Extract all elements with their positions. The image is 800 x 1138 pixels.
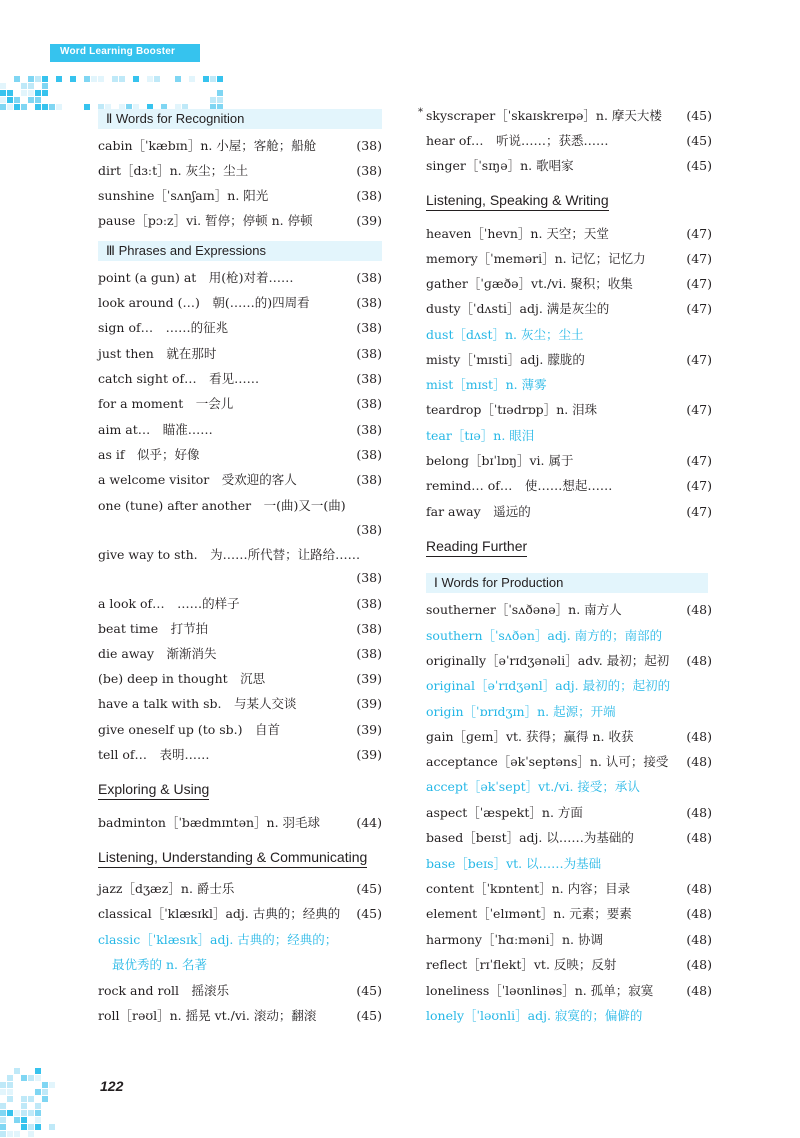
entry-text: skyscraper［ˈskaɪskreɪpə］n. 摩天大楼 [426, 108, 662, 123]
page-reference: (47) [686, 276, 712, 291]
page-reference: (47) [686, 251, 712, 266]
page-reference: (48) [686, 830, 712, 845]
vocabulary-entry [426, 729, 712, 745]
page-reference: (38) [356, 621, 382, 636]
derived-word-entry [426, 779, 712, 795]
subsection-title: Ⅲ Phrases and Expressions [98, 241, 382, 261]
entry-text: look around (…) 朝(……的)四周看 [98, 295, 310, 310]
page-reference: (48) [686, 805, 712, 820]
page-reference: (39) [356, 696, 382, 711]
entry-text: classical［ˈklæsɪkl］adj. 古典的；经典的 [98, 906, 341, 921]
vocabulary-entry [98, 906, 382, 922]
vocabulary-entry [98, 188, 382, 204]
entry-text: singer［ˈsɪŋə］n. 歌唱家 [426, 158, 574, 173]
entry-text: for a moment 一会儿 [98, 396, 234, 411]
entry-text: dust［dʌst］n. 灰尘；尘土 [426, 327, 584, 342]
vocabulary-entry [426, 754, 712, 770]
entry-text: die away 渐渐消失 [98, 646, 217, 661]
page-reference: (39) [356, 671, 382, 686]
page-reference: (38) [356, 396, 382, 411]
page-reference: (39) [356, 747, 382, 762]
entry-text: dusty［ˈdʌsti］adj. 满是灰尘的 [426, 301, 610, 316]
entry-text: based［beɪst］adj. 以……为基础的 [426, 830, 634, 845]
vocabulary-entry [98, 138, 382, 154]
derived-word-entry [426, 678, 712, 694]
page-reference: (38) [356, 646, 382, 661]
vocabulary-entry [426, 504, 712, 520]
vocabulary-entry [98, 396, 382, 412]
entry-text: as if 似乎；好像 [98, 447, 200, 462]
entry-text: a look of… ……的样子 [98, 596, 240, 611]
entry-text: give oneself up (to sb.) 自首 [98, 722, 281, 737]
page-reference: (47) [686, 402, 712, 417]
page-reference: (48) [686, 957, 712, 972]
entry-text: southerner［ˈsʌðənə］n. 南方人 [426, 602, 622, 617]
vocabulary-entry [98, 371, 382, 387]
page-reference: (48) [686, 983, 712, 998]
page-reference: (47) [686, 352, 712, 367]
entry-text: content［ˈkɒntent］n. 内容；目录 [426, 881, 631, 896]
entry-text: acceptance［əkˈseptəns］n. 认可；接受 [426, 754, 669, 769]
section-heading: Listening, Understanding & Communicating [98, 848, 367, 868]
derived-word-entry [426, 1008, 712, 1024]
entry-text: far away 遥远的 [426, 504, 531, 519]
vocabulary-entry [426, 226, 712, 242]
vocabulary-entry [98, 747, 382, 763]
vocabulary-entry [426, 805, 712, 821]
entry-text: reflect［rɪˈflekt］vt. 反映；反射 [426, 957, 617, 972]
page-reference: (38) [356, 138, 382, 153]
entry-text: just then 就在那时 [98, 346, 217, 361]
vocabulary-entry [426, 402, 712, 418]
vocabulary-entry [98, 447, 382, 463]
page-reference: (48) [686, 729, 712, 744]
entry-text: loneliness［ˈləʊnlinəs］n. 孤单；寂寞 [426, 983, 654, 998]
vocabulary-entry [98, 596, 382, 612]
entry-text: aim at… 瞄准…… [98, 422, 213, 437]
vocabulary-entry [98, 671, 382, 687]
page-reference: (47) [686, 453, 712, 468]
vocabulary-entry [98, 547, 382, 563]
section-heading: Listening, Speaking & Writing [426, 191, 609, 211]
entry-text: remind… of… 使……想起…… [426, 478, 613, 493]
vocabulary-entry [418, 107, 712, 124]
derived-word-entry [426, 856, 712, 872]
derived-word-entry [98, 932, 382, 948]
page-reference: (38) [356, 270, 382, 285]
page-reference: (48) [686, 932, 712, 947]
vocabulary-entry [98, 346, 382, 362]
page-reference: (38) [356, 422, 382, 437]
page-reference: (45) [356, 906, 382, 921]
entry-text: tear［tɪə］n. 眼泪 [426, 428, 535, 443]
page-reference: (45) [356, 881, 382, 896]
entry-text: mist［mɪst］n. 薄雾 [426, 377, 547, 392]
vocabulary-entry [426, 957, 712, 973]
derived-word-entry [426, 377, 712, 393]
header-title: Word Learning Booster [60, 46, 176, 57]
vocabulary-entry [98, 498, 382, 514]
entry-text: original［əˈrɪdʒənl］adj. 最初的；起初的 [426, 678, 671, 693]
section-heading: Reading Further [426, 537, 527, 557]
entry-text: harmony［ˈhɑːməni］n. 协调 [426, 932, 603, 947]
page-reference: (38) [356, 596, 382, 611]
vocabulary-entry [98, 696, 382, 712]
entry-text: 最优秀的 n. 名著 [112, 957, 207, 972]
vocabulary-entry [98, 270, 382, 286]
derived-word-entry [426, 428, 712, 444]
section-heading: Exploring & Using [98, 780, 209, 800]
entry-text: gather［ˈɡæðə］vt./vi. 聚积；收集 [426, 276, 633, 291]
page-reference: (47) [686, 301, 712, 316]
entry-text: roll［rəʊl］n. 摇晃 vt./vi. 滚动；翻滚 [98, 1008, 317, 1023]
entry-text: classic［ˈklæsɪk］adj. 古典的；经典的； [98, 932, 338, 947]
entry-text: one (tune) after another 一(曲)又一(曲) [98, 498, 346, 513]
page-number: 122 [100, 1078, 124, 1094]
vocabulary-entry [426, 301, 712, 317]
vocabulary-entry [426, 653, 712, 669]
page-reference: (38) [356, 522, 382, 537]
entry-text: element［ˈelɪmənt］n. 元素；要素 [426, 906, 632, 921]
subsection-title: Ⅰ Words for Production [426, 573, 708, 593]
entry-text: beat time 打节拍 [98, 621, 209, 636]
entry-text: accept［əkˈsept］vt./vi. 接受；承认 [426, 779, 640, 794]
page-reference: (38) [356, 295, 382, 310]
vocabulary-entry [98, 881, 382, 897]
page-reference: (38) [356, 472, 382, 487]
entry-text: base［beɪs］vt. 以……为基础 [426, 856, 602, 871]
entry-text: a welcome visitor 受欢迎的客人 [98, 472, 297, 487]
vocabulary-entry [426, 352, 712, 368]
page-reference: (45) [356, 1008, 382, 1023]
entry-text: have a talk with sb. 与某人交谈 [98, 696, 297, 711]
vocabulary-entry [98, 422, 382, 438]
page-reference: (38) [356, 163, 382, 178]
page-reference: (44) [356, 815, 382, 830]
entry-text: cabin［ˈkæbɪn］n. 小屋；客舱；船舱 [98, 138, 317, 153]
derived-word-entry [426, 327, 712, 343]
vocabulary-entry [426, 478, 712, 494]
page-reference: (38) [356, 447, 382, 462]
entry-text: catch sight of… 看见…… [98, 371, 260, 386]
page-reference: (38) [356, 188, 382, 203]
entry-text: origin［ˈɒrɪdʒɪn］n. 起源；开端 [426, 704, 616, 719]
vocabulary-entry [426, 983, 712, 999]
vocabulary-entry [426, 251, 712, 267]
entry-text: badminton［ˈbædmɪntən］n. 羽毛球 [98, 815, 321, 830]
page-reference: (47) [686, 478, 712, 493]
entry-text: lonely［ˈləʊnli］adj. 寂寞的；偏僻的 [426, 1008, 643, 1023]
entry-text: jazz［dʒæz］n. 爵士乐 [98, 881, 235, 896]
vocabulary-entry [98, 163, 382, 179]
page-reference: (48) [686, 653, 712, 668]
entry-text: pause［pɔːz］vi. 暂停；停顿 n. 停顿 [98, 213, 313, 228]
entry-text: tell of… 表明…… [98, 747, 210, 762]
entry-text: point (a gun) at 用(枪)对着…… [98, 270, 294, 285]
vocabulary-entry [98, 320, 382, 336]
subsection-title: Ⅱ Words for Recognition [98, 109, 382, 129]
page-reference: (45) [686, 108, 712, 123]
entry-text: originally［əˈrɪdʒənəli］adv. 最初；起初 [426, 653, 670, 668]
entry-text: misty［ˈmɪsti］adj. 朦胧的 [426, 352, 585, 367]
vocabulary-entry [98, 646, 382, 662]
derived-word-entry [426, 628, 712, 644]
page-reference: (45) [686, 133, 712, 148]
vocabulary-entry [426, 906, 712, 922]
page-reference: (38) [356, 320, 382, 335]
page-reference: (47) [686, 226, 712, 241]
derived-word-entry [98, 957, 382, 973]
page-reference: (45) [356, 983, 382, 998]
entry-text: belong［bɪˈlɒŋ］vi. 属于 [426, 453, 574, 468]
vocabulary-entry [98, 815, 382, 831]
page-reference: (48) [686, 754, 712, 769]
vocabulary-entry [426, 881, 712, 897]
vocabulary-entry [426, 133, 712, 149]
entry-text: gain［ɡeɪn］vt. 获得；赢得 n. 收获 [426, 729, 634, 744]
entry-text: heaven［ˈhevn］n. 天空；天堂 [426, 226, 609, 241]
entry-text: (be) deep in thought 沉思 [98, 671, 266, 686]
entry-text: rock and roll 摇滚乐 [98, 983, 230, 998]
vocabulary-entry [98, 983, 382, 999]
entry-text: hear of… 听说……；获悉…… [426, 133, 609, 148]
entry-text: southern［ˈsʌðən］adj. 南方的；南部的 [426, 628, 663, 643]
vocabulary-entry [98, 621, 382, 637]
vocabulary-entry [426, 158, 712, 174]
page-reference: (48) [686, 602, 712, 617]
vocabulary-entry [426, 932, 712, 948]
vocabulary-entry [98, 1008, 382, 1024]
vocabulary-entry [98, 722, 382, 738]
page-reference: (48) [686, 906, 712, 921]
header-band [0, 38, 230, 68]
entry-text: teardrop［ˈtɪədrɒp］n. 泪珠 [426, 402, 598, 417]
entry-text: sign of… ……的征兆 [98, 320, 229, 335]
vocabulary-entry [426, 602, 712, 618]
entry-text: memory［ˈmeməri］n. 记忆；记忆力 [426, 251, 646, 266]
page-reference: (47) [686, 504, 712, 519]
derived-word-entry [426, 704, 712, 720]
entry-text: dirt［dɜːt］n. 灰尘；尘土 [98, 163, 249, 178]
page-reference: (38) [356, 570, 382, 585]
page-reference: (39) [356, 213, 382, 228]
page-reference: (45) [686, 158, 712, 173]
asterisk-mark: * [418, 107, 423, 118]
vocabulary-entry [426, 830, 712, 846]
page-reference: (38) [356, 371, 382, 386]
page-reference: (48) [686, 881, 712, 896]
vocabulary-entry [98, 472, 382, 488]
vocabulary-entry [98, 213, 382, 229]
vocabulary-entry [426, 276, 712, 292]
entry-text: sunshine［ˈsʌnʃaɪn］n. 阳光 [98, 188, 269, 203]
entry-text: aspect［ˈæspekt］n. 方面 [426, 805, 583, 820]
page-reference: (38) [356, 346, 382, 361]
entry-text: give way to sth. 为……所代替；让路给…… [98, 547, 361, 562]
vocabulary-entry [98, 295, 382, 311]
page-reference: (39) [356, 722, 382, 737]
vocabulary-entry [426, 453, 712, 469]
